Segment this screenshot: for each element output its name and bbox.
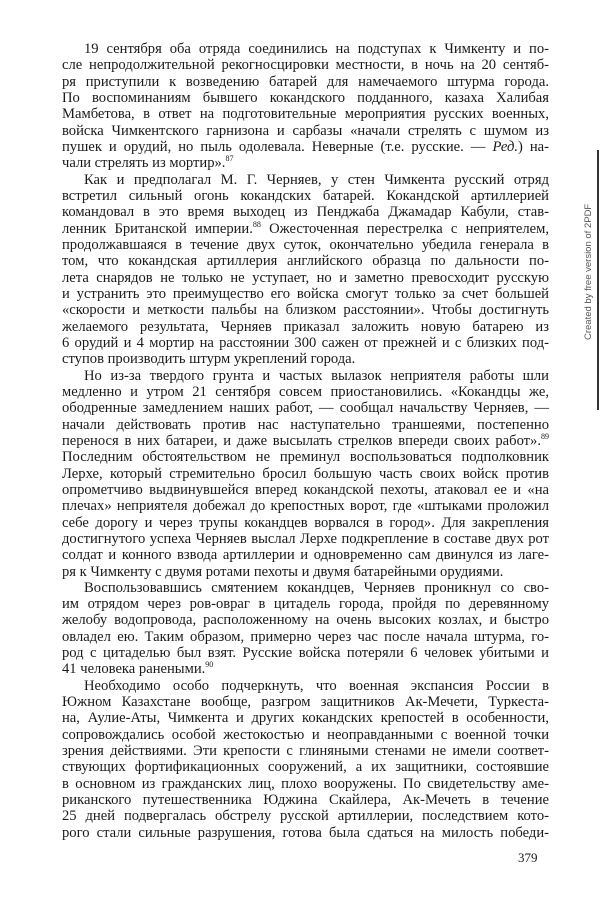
text-segment: Ред. (492, 138, 518, 155)
text-segment: себе дорогу и через трупы кокандцев ворвался в город». Для закрепления (62, 514, 549, 531)
text-line (62, 515, 549, 531)
text-line (62, 106, 549, 122)
text-segment: на, Аулие-Аты, Чимкента и других кокандских крепостей в особенности, (62, 710, 549, 727)
text-line (62, 368, 549, 384)
text-line (62, 727, 549, 743)
text-segment: Последним обстоятельством не преминул воспользоваться подполковник (62, 449, 549, 466)
text-line (62, 188, 549, 204)
text-segment: 19 сентября оба отряда соединились на подступах к Чимкенту и по- (84, 41, 549, 57)
text-line (62, 808, 549, 824)
text-line (62, 253, 549, 269)
text-segment: начали действовать против нас наступательно траншеями, постепенно (62, 416, 549, 433)
paragraph (62, 580, 549, 678)
text-segment: ступов производить штурм укреплений города. (62, 351, 356, 368)
text-segment: риканского путешественника Юджина Скайлера, Ак-Мечеть в течение (62, 792, 549, 809)
text-segment: Необходимо особо подчеркнуть, что военная экспансия России в (84, 677, 549, 694)
text-line (62, 612, 549, 628)
text-segment: По воспоминаниям бывшего кокандского подданного, казаха Халибая (62, 89, 549, 106)
text-segment: ) на- (517, 138, 550, 155)
text-segment: 41 человека ранеными. (62, 661, 206, 678)
text-line (62, 645, 549, 661)
text-segment: и устранить это преимущество его войска смогут только за счет большей (62, 285, 549, 302)
text-line (62, 57, 549, 73)
text-line (62, 74, 549, 90)
text-line (62, 139, 549, 155)
text-segment: Ожесточенная перестрелка с неприятелем, (260, 220, 549, 237)
text-segment: солдат и конного взвода артиллерии и одновременно сам двинулся из лаге- (62, 547, 549, 564)
footnote-ref: 90 (205, 660, 214, 670)
text-line (62, 482, 549, 498)
text-line (62, 221, 549, 237)
text-segment: продолжавшаяся в течение двух суток, окончательно убедила генерала в (62, 236, 549, 253)
text-line (62, 678, 549, 694)
text-segment: ря к Чимкенту с двумя ротами пехоты и двумя батарейными орудиями. (62, 563, 504, 580)
text-segment: Мамбетова, в ответ на подготовительные мероприятия русских военных, (62, 106, 549, 123)
text-line (62, 776, 549, 792)
text-line (62, 564, 549, 580)
text-segment: сле непродолжительной рекогносцировки местности, в ночь на 20 сентяб- (62, 57, 549, 74)
text-segment: Южном Казахстане вообще, разгром защитников Ак-Мечети, Туркеста- (62, 694, 549, 711)
text-line (62, 661, 549, 677)
text-segment: Но из-за твердого грунта и частых вылазок неприятеля работы шли (84, 367, 549, 384)
text-line (62, 710, 549, 726)
text-segment: овладел ею. Таким образом, примерно через час после начала штурма, го- (62, 628, 549, 645)
text-segment: «скорости и меткости пальбы на близком расстоянии». Чтобы достигнуть (62, 302, 549, 319)
text-line (62, 155, 549, 171)
page-edge-divider (597, 150, 599, 410)
text-segment: зрения действиями. Эти крепости с глиняными стенами не имели соответ- (62, 743, 549, 760)
text-line (62, 694, 549, 710)
text-segment: опрометчиво выдвинувшейся вперед кокандской пехоты, атаковал ее и «на (62, 481, 549, 498)
page-number: 379 (518, 850, 538, 865)
text-line (62, 449, 549, 465)
text-line (62, 123, 549, 139)
text-line (62, 237, 549, 253)
text-line (62, 825, 549, 841)
text-segment: лета снарядов не только не уступает, но и заметно превосходит русскую (62, 269, 549, 286)
text-line (62, 580, 549, 596)
text-segment: достигнутого успеха Черняев выслал Лерхе подкрепление в составе двух рот (62, 530, 549, 547)
text-line (62, 319, 549, 335)
text-line (62, 759, 549, 775)
text-segment: в основном из гражданских лиц, плохо вооружены. По свидетельству аме- (62, 775, 549, 792)
text-segment: 6 орудий и 4 мортир на расстоянии 300 сажен от прежней и с близких под- (62, 334, 549, 351)
text-segment: ободренные замедлением наших работ, — сообщал начальству Черняев, — (62, 400, 549, 417)
footnote-ref: 88 (252, 219, 261, 229)
text-line (62, 351, 549, 367)
text-line (62, 547, 549, 563)
text-line (62, 286, 549, 302)
text-line (62, 335, 549, 351)
text-segment: ленник Британской империи. (62, 220, 253, 237)
text-segment: желаемого результата, Черняев приказал заложить новую батарею из (62, 318, 549, 335)
text-line (62, 41, 549, 57)
text-segment: медленно и утром 21 сентября совсем приостановились. «Кокандцы же, (62, 383, 549, 400)
paragraph (62, 172, 549, 368)
text-segment: пушек и орудий, но пыль одолевала. Неверные (т.е. русские. — (62, 138, 493, 155)
text-line (62, 433, 549, 449)
footnote-ref: 89 (541, 431, 549, 441)
text-line (62, 90, 549, 106)
paragraph (62, 678, 549, 841)
text-segment: плечах» неприятеля добежал до крепостных ворот, где «штыками проложил (62, 498, 549, 515)
body-text (62, 41, 549, 841)
text-line (62, 466, 549, 482)
text-segment: рого стали сильные разрушения, готова была сдаться на милость победи- (62, 824, 549, 841)
footnote-ref: 87 (225, 154, 234, 164)
text-line (62, 498, 549, 514)
text-segment: ря приступили к возведению батарей для намечаемого штурма города. (62, 73, 549, 90)
text-line (62, 172, 549, 188)
watermark: Created by free version of 2PDF (583, 203, 594, 340)
text-segment: Лерхе, который стремительно бросил большую часть своих войск против (62, 465, 549, 482)
text-line (62, 531, 549, 547)
text-line (62, 302, 549, 318)
text-line (62, 400, 549, 416)
text-line (62, 204, 549, 220)
text-segment: том, что кокандская артиллерия английского образца по дальности по- (62, 253, 549, 270)
text-line (62, 417, 549, 433)
text-segment: войска Чимкентского гарнизона и сарбазы «начали стрелять с шумом из (62, 122, 549, 139)
text-line (62, 596, 549, 612)
text-segment: ствующих фортификационных сооружений, а их защитники, состоявшие (62, 759, 549, 776)
text-line (62, 743, 549, 759)
paragraph (62, 41, 549, 172)
text-line (62, 792, 549, 808)
text-segment: перенося в них батареи, и даже высылать стрелков впереди своих работ». (62, 432, 541, 449)
text-segment: им отрядом через ров-овраг в цитадель города, пройдя по деревянному (62, 596, 549, 613)
text-segment: встретил сильный огонь кокандских батарей. Кокандской артиллерией (62, 187, 549, 204)
text-segment: Как и предполагал М. Г. Черняев, у стен Чимкента русский отряд (84, 171, 549, 188)
text-line (62, 270, 549, 286)
text-segment: 25 дней подвергалась обстрелу русской артиллерии, последствием кото- (62, 808, 549, 825)
text-segment: желобу водопровода, расположенному на очень высоких козлах, и быстро (62, 612, 549, 629)
text-line (62, 629, 549, 645)
paragraph (62, 368, 549, 580)
text-segment: Воспользовавшись смятением кокандцев, Черняев проникнул со сво- (84, 579, 549, 596)
text-segment: род с цитаделью был взят. Русские войска потеряли 6 человек убитыми и (62, 645, 549, 662)
text-segment: чали стрелять из мортир». (62, 155, 226, 172)
text-segment: сопровождались особой жестокостью и неоправданными с военной точки (62, 726, 549, 743)
text-segment: командовал в это время выходец из Пенджаба Джамадар Кабули, став- (62, 204, 549, 221)
text-line (62, 384, 549, 400)
